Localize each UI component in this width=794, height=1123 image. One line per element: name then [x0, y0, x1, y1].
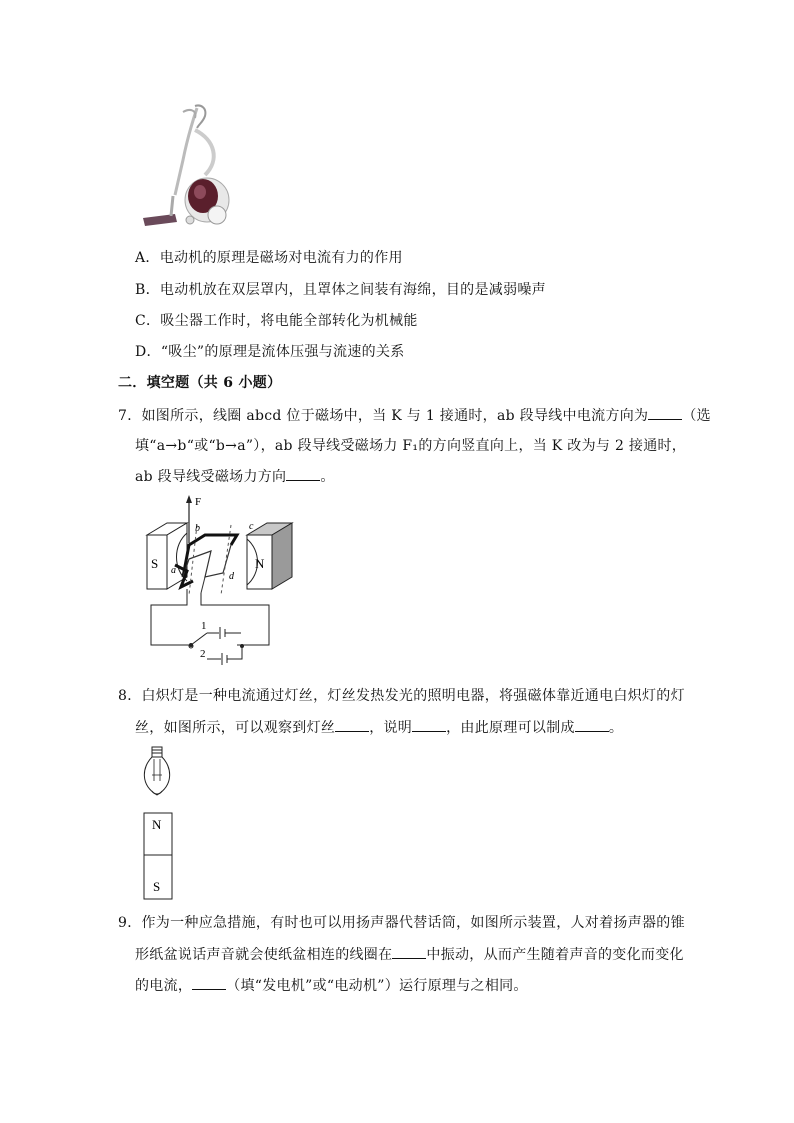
label-2: 2 [200, 648, 206, 660]
label-a: a [171, 565, 176, 576]
magnet-n-label: N [152, 817, 162, 832]
q9-line1: 9．作为一种应急措施，有时也可以用扬声器代替话筒，如图所示装置，人对着扬声器的锥 [118, 915, 685, 931]
label-d: d [229, 571, 234, 582]
bar-magnet [144, 813, 172, 899]
q9-blank-2[interactable] [192, 975, 226, 990]
label-s: S [151, 556, 159, 571]
q7-line3 [135, 466, 335, 487]
q9-line2 [135, 944, 684, 965]
q9-blank-1[interactable] [392, 944, 426, 959]
label-1: 1 [201, 620, 207, 632]
q7-text: ab 段导线受磁场力方向 [135, 469, 287, 485]
label-b: b [195, 523, 200, 534]
q8-blank-3[interactable] [575, 717, 609, 732]
magnet-s-label: S [153, 879, 161, 894]
label-c: c [249, 521, 254, 532]
q8-text: 丝，如图所示，可以观察到灯丝 [135, 720, 336, 736]
q7-text: 7．如图所示，线圈 abcd 位于磁场中，当 K 与 1 接通时，ab 段导线中电流方向为 [118, 408, 649, 424]
q9-text: 中振动，从而产生随着声音的变化而变化 [426, 947, 684, 963]
q9-text: 的电流， [135, 978, 193, 994]
q7-motor-figure [145, 495, 295, 675]
q8-blank-1[interactable] [335, 717, 369, 732]
q7-text: （选 [682, 408, 711, 424]
option-c: C．吸尘器工作时，将电能全部转化为机械能 [135, 313, 418, 329]
q8-line1: 8．白炽灯是一种电流通过灯丝，灯丝发热发光的照明电器，将强磁体靠近通电白炽灯的灯 [118, 688, 685, 704]
q8-text: 。 [608, 720, 624, 736]
q9-text: （填“发电机”或“电动机”）运行原理与之相同。 [226, 978, 528, 994]
label-n: N [255, 556, 265, 571]
q7-blank-2[interactable] [286, 466, 320, 481]
q7-text: 。 [320, 469, 335, 485]
q8-text: ，由此原理可以制成 [446, 720, 575, 736]
q7-line2: 填“a→b“或“b→a”），ab 段导线受磁场力 F₁的方向竖直向上，当 K 改为与 2 接通时， [135, 438, 687, 454]
q9-line3 [135, 975, 528, 996]
q8-bulb-magnet-figure [138, 745, 188, 905]
option-a: A．电动机的原理是磁场对电流有力的作用 [135, 250, 403, 266]
vacuum-cleaner-image [135, 100, 235, 235]
n-magnet [247, 523, 292, 589]
label-f: F [195, 496, 202, 508]
q8-text: ，说明 [369, 720, 413, 736]
q8-line2 [135, 717, 623, 738]
light-bulb-icon [144, 747, 169, 795]
section-heading: 二．填空题（共 6 小题） [118, 375, 282, 391]
q7-line1 [118, 405, 711, 426]
q9-text: 形纸盆说话声音就会使纸盆相连的线圈在 [135, 947, 393, 963]
option-d: D．“吸尘”的原理是流体压强与流速的关系 [135, 344, 405, 360]
option-b: B．电动机放在双层罩内，且罩体之间装有海绵，目的是减弱噪声 [135, 282, 546, 298]
q7-blank-1[interactable] [648, 405, 682, 420]
q8-blank-2[interactable] [412, 717, 446, 732]
